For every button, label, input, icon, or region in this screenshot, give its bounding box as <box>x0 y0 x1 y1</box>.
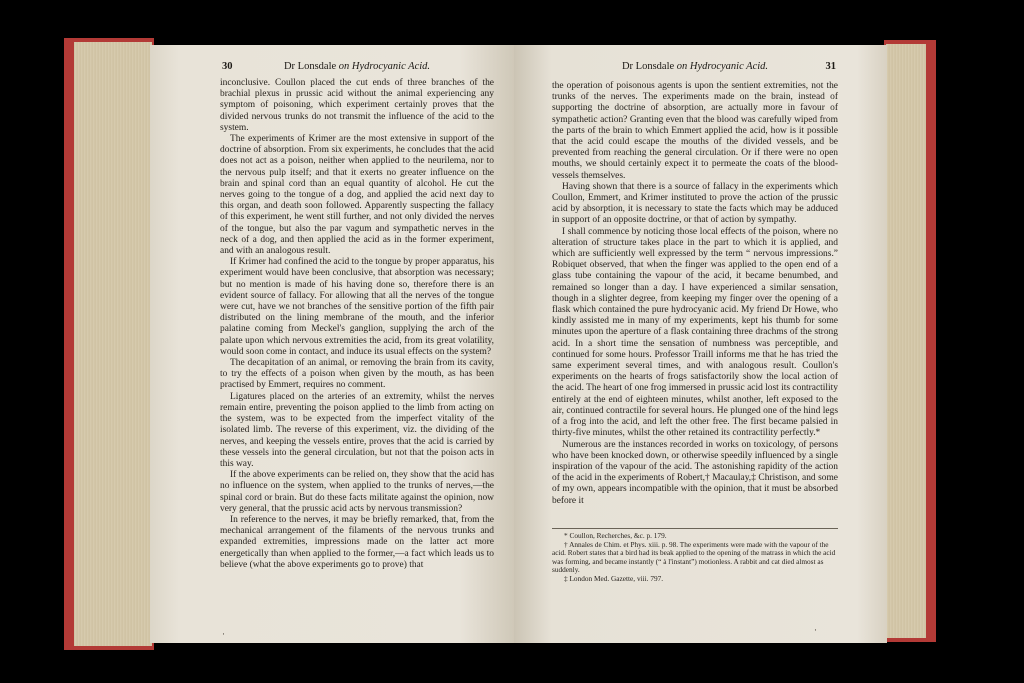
footnote: ‡ London Med. Gazette, viii. 797. <box>564 573 664 583</box>
left-page <box>150 45 514 643</box>
paragraph: The experiments of Krimer are the most extensive in support of the doctrine of absorption. From six experiments, he concludes that the acid does not act as a poison, neither when applied to the neurilema, nor to the nervous pulp itself; and that it exerts no greater influence on the brain and spinal cord than an equal quantity of alcohol. He cut the nerves going to the tongue of a dog, and applied the acid next day to this organ, and death soon followed. Apparently suspecting the fallacy of this experiment, he went still further, and not only divided the nerves of the tongue, but also the par vagum and sympathetic nerves in the neck of a dog, and then applied the acid as in the former experiment, and with an analogous result. <box>220 134 494 257</box>
paragraph: The decapitation of an animal, or removing the brain from its cavity, to try the effects of a poison when given by the mouth, as has been practised by Emmert, requires no comment. <box>220 358 494 391</box>
paragraph: I shall commence by noticing those local effects of the poison, where no alteration of structure takes place in the part to which it is applied, and which are sufficiently well expressed by the term “ nervous impressions.” Robiquet observed, that when the finger was applied to the open end of a glass tube containing the vapour of the acid, it became benumbed, and remained so longer than a day. I have experienced a similar sensation, though in a slighter degree, from keeping my finger over the opening of a flask which contained the pure hydrocyanic acid. My friend Dr Howe, who kindly assisted me in many of my experiments, kept his thumb for some minutes upon the aperture of a flask containing three drachms of the strong acid. In a short time the sensation of numbness was perceptible, and continued for some hours. Professor Traill informs me that he has tried the same experiment several times, and with analogous result. Coullon's experiments on the hearts of frogs satisfactorily show the local action of the acid. The heart of one frog immersed in prussic acid lost its contractility entirely at the end of eighteen minutes, whilst another, left exposed to the air, continued contractile for several hours. He plunged one of the hind legs of a frog into the acid, and left the other free. The first became palsied in thirty-five minutes, whilst the other retained its contractility perfectly.* <box>552 226 839 439</box>
page-edges-right <box>886 44 926 638</box>
paragraph: Numerous are the instances recorded in works on toxicology, of persons who have been knocked down, or otherwise speedily influenced by a single inspiration of the vapour of the acid. The astonishing rapidity of the action of the acid in the experiments of Robert,† Macaulay,‡ Christison, and some of my own, appears incompatible with the opinion, that it must be absorbed before it <box>552 439 838 506</box>
paragraph: Having shown that there is a source of fallacy in the experiments which Coullon, Emmert, and Krimer instituted to prove the action of the prussic acid by absorption, it is necessary to state the facts which may be adduced in support of an opposite doctrine, or that of action by sympathy. <box>552 181 838 226</box>
left-page-number: 30 <box>222 61 233 72</box>
paragraph: If the above experiments can be relied on, they show that the acid has no influence on the system, when applied to the trunks of nerves,—the spinal cord or brain. But do these facts militate against the opinion, now very general, that the prussic acid acts by nervous transmission? <box>220 470 494 514</box>
paragraph: Ligatures placed on the arteries of an extremity, whilst the nerves remain entire, preventing the poison applied to the limb from acting on the system, was to be expected from the imperfect vitality of the isolated limb. The reverse of this experiment, viz. the dividing of the nerves, and keeping the vessels entire, proves that the acid is carried by these vessels into the general circulation, but not that the poison acts in this way. <box>220 391 494 469</box>
page-speck-mark: · <box>222 629 225 639</box>
footnote-rule <box>552 528 838 529</box>
footnote: † Annales de Chim. et Phys. xiii. p. 98. The experiments were made with the vapour of the acid. Robert states that a bird had its beak applied to the opening of the matrass in which the acid was forming, and became instantly (“ à l'instant”) motionless. A rabbit and cat died almost as suddenly. <box>552 539 836 575</box>
paragraph: the operation of poisonous agents is upon the sentient extremities, not the trunks of the nerves. The experiments made on the brain, instead of supporting the doctrine of absorption, are actually more in favour of sympathetic action? Granting even that the blood was carefully wiped from the parts of the brain to which Emmert applied the acid, how is it possible that the acid could escape the mouths of the divided vessels, and be prevented from reaching the general circulation. Or if there were no open mouths, we should certainly expect it to permeate the coats of the blood-vessels themselves. <box>552 81 838 181</box>
right-running-title: Dr Lonsdale on Hydrocyanic Acid. <box>621 61 769 72</box>
paragraph: inconclusive. Coullon placed the cut ends of three branches of the brachial plexus in prussic acid without the animal experiencing any symptom of poisoning, which experiment certainly proves that the divided nervous trunks do not transmit the influence of the acid to the system. <box>220 78 494 133</box>
paragraph: In reference to the nerves, it may be briefly remarked, that, from the mechanical arrangement of the filaments of the nervous trunks and expanded extremities, impressions made on the latter act more energetically than when applied to the former,—a fact which leads us to believe (what the above experiments go to prove) that <box>220 514 494 570</box>
paragraph: If Krimer had confined the acid to the tongue by proper apparatus, his experiment would have been conclusive, that absorption was necessary; but no mention is made of his having done so, therefore there is an evident source of fallacy. For allowing that all the nerves of the tongue were cut, have we not branches of the sensitive portion of the fifth pair distributed on the lining membrane of the mouth, and the inferior palatine coming from Meckel's ganglion, supplying the arch of the palate upon which nervous extremities the acid, from its great volatility, would soon come in contact, and induce its usual effects on the system? <box>220 257 494 357</box>
page-edges-left <box>74 42 152 646</box>
left-body-text <box>220 78 494 571</box>
right-body-text <box>552 81 838 507</box>
page-speck-mark: · <box>814 625 817 635</box>
footnotes <box>552 532 838 584</box>
right-page <box>514 45 887 643</box>
footnote: * Coullon, Recherches, &c. p. 179. <box>564 531 667 540</box>
right-page-number: 31 <box>825 61 836 72</box>
left-running-title: Dr Lonsdale on Hydrocyanic Acid. <box>283 61 431 72</box>
